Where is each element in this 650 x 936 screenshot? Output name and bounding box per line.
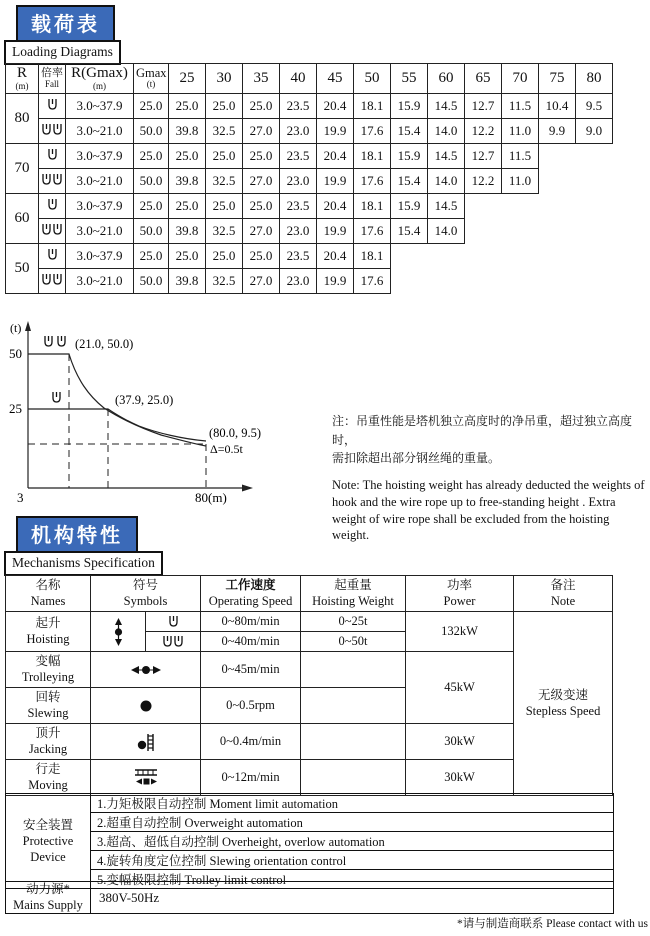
single-fall-curve [28,409,206,441]
single-fall-icon [47,248,58,261]
gmax-cell: 25.0 [134,94,169,119]
load-value-cell: 23.5 [280,144,317,169]
gmax-range-cell: 3.0~37.9 [66,244,134,269]
slewing-speed: 0~0.5rpm [201,688,301,724]
jib-length-cell: 50 [6,244,39,294]
safety-table [5,793,614,889]
safety-item-text: 3.超高、超低自动控制 Overheight, overlow automation [91,832,614,851]
hoisting-speed-1: 0~80m/min [201,612,301,632]
loading-row [6,94,613,119]
col-header-gmax: Gmax (t) [134,64,169,94]
empty-cell [539,144,576,169]
double-fall-icon [162,635,184,648]
jib-length-cell: 70 [6,144,39,194]
empty-cell [539,269,576,294]
load-value-cell: 25.0 [243,144,280,169]
y-axis-arrow-icon [25,321,31,331]
single-fall-icon [47,98,58,111]
load-value-cell: 19.9 [317,169,354,194]
safety-row [6,813,614,832]
col-header-r: R (m) [6,64,39,94]
empty-cell [502,219,539,244]
gmax-cell: 50.0 [134,119,169,144]
hoisting-single-fall-cell [146,612,201,632]
load-value-cell: 25.0 [169,244,206,269]
load-value-cell: 25.0 [206,144,243,169]
double-fall-icon [41,123,63,136]
fall-symbol-cell [39,269,66,294]
empty-cell [428,244,465,269]
empty-cell [465,269,502,294]
load-value-cell: 19.9 [317,119,354,144]
radius-column-header: 80 [576,64,613,94]
load-value-cell: 9.5 [576,94,613,119]
hoisting-double-fall-cell [146,632,201,652]
jacking-icon [137,733,155,751]
fall-symbol-cell [39,194,66,219]
loading-note-cn-line1: 注：吊重性能是塔机独立高度时的净吊重，超过独立高度时， [332,414,633,447]
x-origin-label: 3 [17,490,24,505]
load-value-cell: 23.0 [280,169,317,194]
jacking-power: 30kW [406,724,514,760]
double-fall-icon [41,223,63,236]
load-value-cell: 11.0 [502,119,539,144]
mains-supply-table [5,881,614,914]
y-tick-50: 50 [9,346,22,361]
gmax-cell: 25.0 [134,244,169,269]
radius-column-header: 25 [169,64,206,94]
load-value-cell: 25.0 [169,144,206,169]
loading-row [6,119,613,144]
mains-supply-row [6,882,614,914]
annotation-p1: (21.0, 50.0) [75,337,134,351]
loading-title-cn: 载荷表 [16,5,115,42]
load-value-cell: 9.0 [576,119,613,144]
load-value-cell: 39.8 [169,119,206,144]
empty-cell [465,194,502,219]
radius-column-header: 60 [428,64,465,94]
load-value-cell: 14.5 [428,194,465,219]
trolleying-icon [131,664,161,676]
hoisting-weight-2: 0~50t [301,632,406,652]
loading-title-en: Loading Diagrams [4,40,121,65]
double-fall-icon [41,273,63,286]
mech-col-note: 备注 Note [514,576,613,612]
load-curve-chart [5,316,340,513]
annotation-p3: (80.0, 9.5) [209,426,262,440]
slewing-name: 回转 Slewing [6,688,91,724]
radius-column-header: 75 [539,64,576,94]
loading-row [6,219,613,244]
gmax-cell: 25.0 [134,194,169,219]
load-value-cell: 15.4 [391,219,428,244]
x-axis-arrow-icon [242,485,253,492]
empty-cell [576,219,613,244]
load-value-cell: 12.2 [465,119,502,144]
empty-cell [576,194,613,219]
load-value-cell: 17.6 [354,269,391,294]
safety-label-cell: 安全装置 Protective Device [6,794,91,889]
hoisting-icon [112,618,125,646]
trolley-slew-power: 45kW [406,652,514,724]
radius-column-header: 65 [465,64,502,94]
empty-cell [539,244,576,269]
slewing-weight [301,688,406,724]
load-value-cell: 10.4 [539,94,576,119]
load-value-cell: 32.5 [206,169,243,194]
jib-length-cell: 60 [6,194,39,244]
load-value-cell: 32.5 [206,219,243,244]
mech-title-block [4,516,163,576]
empty-cell [391,269,428,294]
gmax-range-cell: 3.0~37.9 [66,94,134,119]
annotation-p2: (37.9, 25.0) [115,393,174,407]
load-value-cell: 19.9 [317,269,354,294]
load-value-cell: 11.5 [502,94,539,119]
double-fall-icon [41,173,63,186]
load-value-cell: 14.0 [428,119,465,144]
empty-cell [576,244,613,269]
radius-column-header: 55 [391,64,428,94]
trolleying-name: 变幅 Trolleying [6,652,91,688]
jacking-symbol-cell [91,724,201,760]
load-value-cell: 39.8 [169,269,206,294]
jacking-weight [301,724,406,760]
radius-column-header: 40 [280,64,317,94]
col-header-fall: 倍率 Fall [39,64,66,94]
empty-cell [576,169,613,194]
mech-col-speed: 工作速度 Operating Speed [201,576,301,612]
jib-length-cell: 80 [6,94,39,144]
hoisting-speed-2: 0~40m/min [201,632,301,652]
mech-title-en: Mechanisms Specification [4,551,163,576]
mains-supply-value: 380V-50Hz [91,882,614,914]
hoisting-name: 起升 Hoisting [6,612,91,652]
mech-header-row [6,576,613,612]
mech-note-cell: 无级变速 Stepless Speed [514,612,613,796]
gmax-range-cell: 3.0~21.0 [66,269,134,294]
mains-supply-label: 动力源* Mains Supply [6,882,91,914]
empty-cell [428,269,465,294]
gmax-cell: 50.0 [134,269,169,294]
empty-cell [502,194,539,219]
load-value-cell: 32.5 [206,119,243,144]
load-value-cell: 14.5 [428,94,465,119]
load-value-cell: 11.0 [502,169,539,194]
safety-item-text: 4.旋转角度定位控制 Slewing orientation control [91,851,614,870]
loading-header-row [6,64,613,94]
radius-column-header: 50 [354,64,391,94]
mechanisms-table [5,575,613,796]
load-value-cell: 39.8 [169,219,206,244]
load-value-cell: 15.9 [391,144,428,169]
loading-row [6,244,613,269]
load-value-cell: 25.0 [206,194,243,219]
gmax-range-cell: 3.0~21.0 [66,119,134,144]
load-value-cell: 18.1 [354,194,391,219]
trolleying-speed: 0~45m/min [201,652,301,688]
empty-cell [539,169,576,194]
load-value-cell: 12.7 [465,94,502,119]
hoisting-power: 132kW [406,612,514,652]
load-value-cell: 23.5 [280,94,317,119]
safety-item-text: 5.变幅极限控制 Trolley limit control [91,870,614,889]
fall-symbol-cell [39,144,66,169]
load-value-cell: 27.0 [243,119,280,144]
fall-symbol-cell [39,219,66,244]
mech-title-cn: 机构特性 [16,516,138,553]
load-value-cell: 23.0 [280,269,317,294]
load-value-cell: 9.9 [539,119,576,144]
annotation-delta: Δ=0.5t [210,442,243,456]
gmax-range-cell: 3.0~21.0 [66,169,134,194]
load-value-cell: 25.0 [206,94,243,119]
fall-symbol-cell [39,169,66,194]
load-value-cell: 19.9 [317,219,354,244]
radius-column-header: 45 [317,64,354,94]
mech-col-symbols: 符号 Symbols [91,576,201,612]
mech-row-hoisting-1 [6,612,613,632]
mech-col-power: 功率 Power [406,576,514,612]
gmax-cell: 50.0 [134,169,169,194]
gmax-range-cell: 3.0~37.9 [66,194,134,219]
empty-cell [576,269,613,294]
gmax-cell: 50.0 [134,219,169,244]
hoisting-weight-1: 0~25t [301,612,406,632]
moving-power: 30kW [406,760,514,796]
load-value-cell: 12.2 [465,169,502,194]
load-value-cell: 17.6 [354,169,391,194]
load-value-cell: 25.0 [243,94,280,119]
y-unit-label: (t) [10,321,22,335]
load-value-cell: 15.9 [391,94,428,119]
load-value-cell: 27.0 [243,169,280,194]
loading-row [6,144,613,169]
empty-cell [502,244,539,269]
load-value-cell: 20.4 [317,244,354,269]
load-curve-svg [5,316,340,508]
safety-row [6,832,614,851]
load-value-cell: 27.0 [243,219,280,244]
load-value-cell: 14.0 [428,169,465,194]
empty-cell [502,269,539,294]
jacking-speed: 0~0.4m/min [201,724,301,760]
trolleying-symbol-cell [91,652,201,688]
safety-table-body [6,794,614,889]
loading-table [5,63,613,294]
gmax-cell: 25.0 [134,144,169,169]
fall-symbol-cell [39,119,66,144]
empty-cell [465,219,502,244]
empty-cell [539,194,576,219]
mech-col-weight: 起重量 Hoisting Weight [301,576,406,612]
load-value-cell: 15.4 [391,119,428,144]
load-value-cell: 15.9 [391,194,428,219]
empty-cell [465,244,502,269]
safety-row [6,851,614,870]
radius-column-header: 35 [243,64,280,94]
moving-speed: 0~12m/min [201,760,301,796]
load-value-cell: 25.0 [169,194,206,219]
moving-symbol-cell [91,760,201,796]
hoisting-symbol-cell [91,612,146,652]
safety-row [6,794,614,813]
gmax-range-cell: 3.0~21.0 [66,219,134,244]
load-value-cell: 20.4 [317,144,354,169]
double-fall-icon [45,336,65,346]
loading-row [6,269,613,294]
safety-item-text: 1.力矩极限自动控制 Moment limit automation [91,794,614,813]
col-header-rgmax: R(Gmax) (m) [66,64,134,94]
load-value-cell: 18.1 [354,144,391,169]
load-value-cell: 23.5 [280,194,317,219]
load-value-cell: 14.0 [428,219,465,244]
single-fall-icon [53,392,60,402]
loading-note [332,412,648,544]
load-value-cell: 25.0 [169,94,206,119]
safety-item-text: 2.超重自动控制 Overweight automation [91,813,614,832]
load-value-cell: 12.7 [465,144,502,169]
fall-symbol-cell [39,244,66,269]
footer-note: *请与制造商联系 Please contact with us [456,918,648,930]
load-value-cell: 25.0 [206,244,243,269]
moving-weight [301,760,406,796]
load-value-cell: 17.6 [354,219,391,244]
load-value-cell: 32.5 [206,269,243,294]
loading-row [6,194,613,219]
radius-column-header: 70 [502,64,539,94]
empty-cell [391,244,428,269]
jacking-name: 顶升 Jacking [6,724,91,760]
load-value-cell: 23.0 [280,119,317,144]
load-value-cell: 18.1 [354,244,391,269]
load-value-cell: 15.4 [391,169,428,194]
loading-note-cn-line2: 需扣除超出部分钢丝绳的重量。 [332,451,501,466]
load-value-cell: 20.4 [317,194,354,219]
trolleying-weight [301,652,406,688]
slewing-icon [139,699,153,713]
load-value-cell: 23.0 [280,219,317,244]
mech-col-names: 名称 Names [6,576,91,612]
moving-name: 行走 Moving [6,760,91,796]
load-value-cell: 23.5 [280,244,317,269]
slewing-symbol-cell [91,688,201,724]
load-value-cell: 20.4 [317,94,354,119]
load-value-cell: 39.8 [169,169,206,194]
load-value-cell: 27.0 [243,269,280,294]
single-fall-icon [47,198,58,211]
load-value-cell: 11.5 [502,144,539,169]
empty-cell [576,144,613,169]
loading-row [6,169,613,194]
load-value-cell: 14.5 [428,144,465,169]
load-value-cell: 17.6 [354,119,391,144]
loading-title-block [4,5,121,65]
single-fall-icon [168,615,179,628]
loading-table-body [6,94,613,294]
radius-column-header: 30 [206,64,243,94]
load-value-cell: 25.0 [243,244,280,269]
single-fall-icon [47,148,58,161]
moving-icon [132,769,160,786]
x-end-label: 80(m) [195,490,227,505]
empty-cell [539,219,576,244]
load-value-cell: 25.0 [243,194,280,219]
load-value-cell: 18.1 [354,94,391,119]
y-tick-25: 25 [9,401,22,416]
gmax-range-cell: 3.0~37.9 [66,144,134,169]
loading-note-en: Note: The hoisting weight has already deducted the weights of hook and the wire rope up to free-standing height . Extra weight of wire rope shall be excluded from the hoisting weight. [332,477,645,543]
fall-symbol-cell [39,94,66,119]
